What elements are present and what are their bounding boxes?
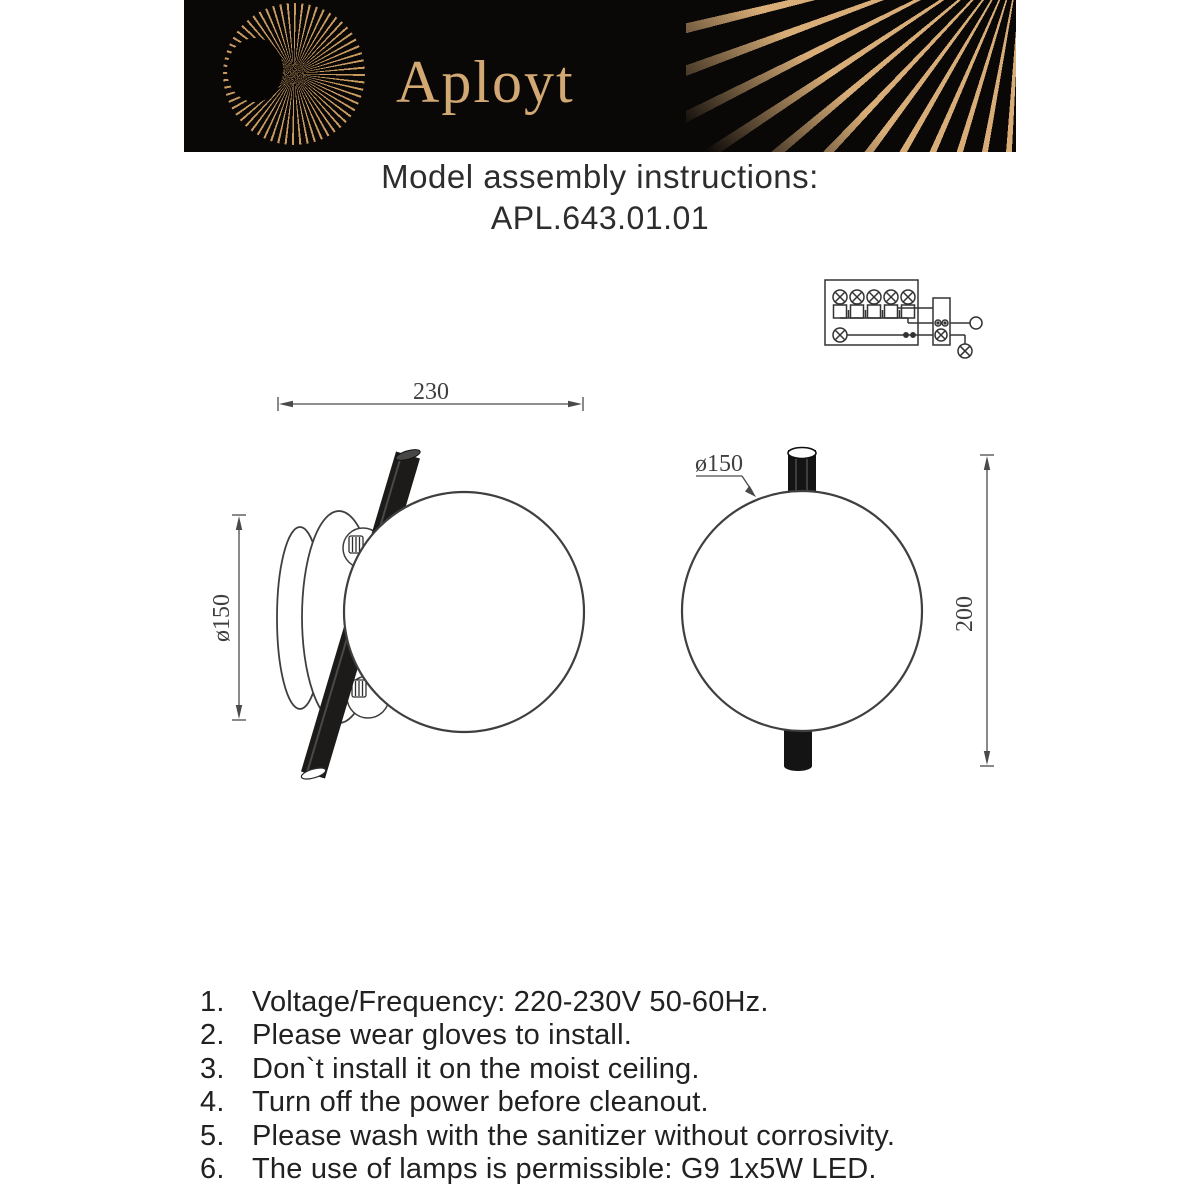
diameter-leader: [696, 476, 756, 497]
instruction-item: [200, 1086, 1040, 1119]
title-block: [0, 158, 1200, 237]
instruction-number: 2.: [200, 1019, 225, 1052]
lamp-symbols: [950, 317, 982, 358]
height-dimension: [980, 455, 994, 766]
sunburst-logo-core: [227, 38, 283, 102]
instruction-item: [200, 1019, 1040, 1052]
terminal-wiring: [840, 308, 933, 323]
instruction-item: [200, 1120, 1040, 1153]
instruction-text: The use of lamps is permissible: G9 1x5W LED.: [252, 1153, 877, 1186]
wiring-diagram: [818, 260, 1003, 372]
ray-fan-decoration: [686, 0, 1016, 152]
diameter-dimension-label: ø150: [209, 594, 235, 642]
glass-globe-side: [344, 492, 584, 732]
brand-banner: [184, 0, 1016, 152]
brand-name: Aployt: [396, 48, 575, 115]
instruction-number: 1.: [200, 986, 225, 1018]
width-dimension-label: 230: [413, 379, 449, 405]
glass-globe-front: [682, 491, 922, 731]
model-number: APL.643.01.01: [490, 200, 710, 236]
instruction-text: Don`t install it on the moist ceiling.: [252, 1052, 700, 1085]
front-view-drawing: [638, 428, 1018, 788]
instruction-item: [200, 1153, 1040, 1186]
connector-box: [933, 298, 950, 345]
screw-terminals: [833, 290, 915, 318]
instruction-text: Please wash with the sanitizer without corrosivity.: [252, 1119, 896, 1152]
instruction-text: Please wear gloves to install.: [252, 1019, 632, 1052]
instruction-text: Turn off the power before cleanout.: [252, 1086, 709, 1119]
height-dimension-label: 200: [952, 596, 978, 632]
instruction-item: [200, 1053, 1040, 1086]
instruction-number: 3.: [200, 1052, 225, 1085]
instruction-number: 5.: [200, 1119, 225, 1152]
instruction-number: 6.: [200, 1153, 225, 1186]
instruction-item: [200, 986, 1040, 1019]
instructions-list: [200, 986, 1040, 1186]
front-diameter-label: ø150: [695, 451, 743, 477]
instruction-text: Voltage/Frequency: 220-230V 50-60Hz.: [252, 986, 769, 1018]
instruction-number: 4.: [200, 1086, 225, 1119]
page-title: Model assembly instructions:: [381, 158, 819, 195]
side-view-drawing: [209, 378, 608, 803]
